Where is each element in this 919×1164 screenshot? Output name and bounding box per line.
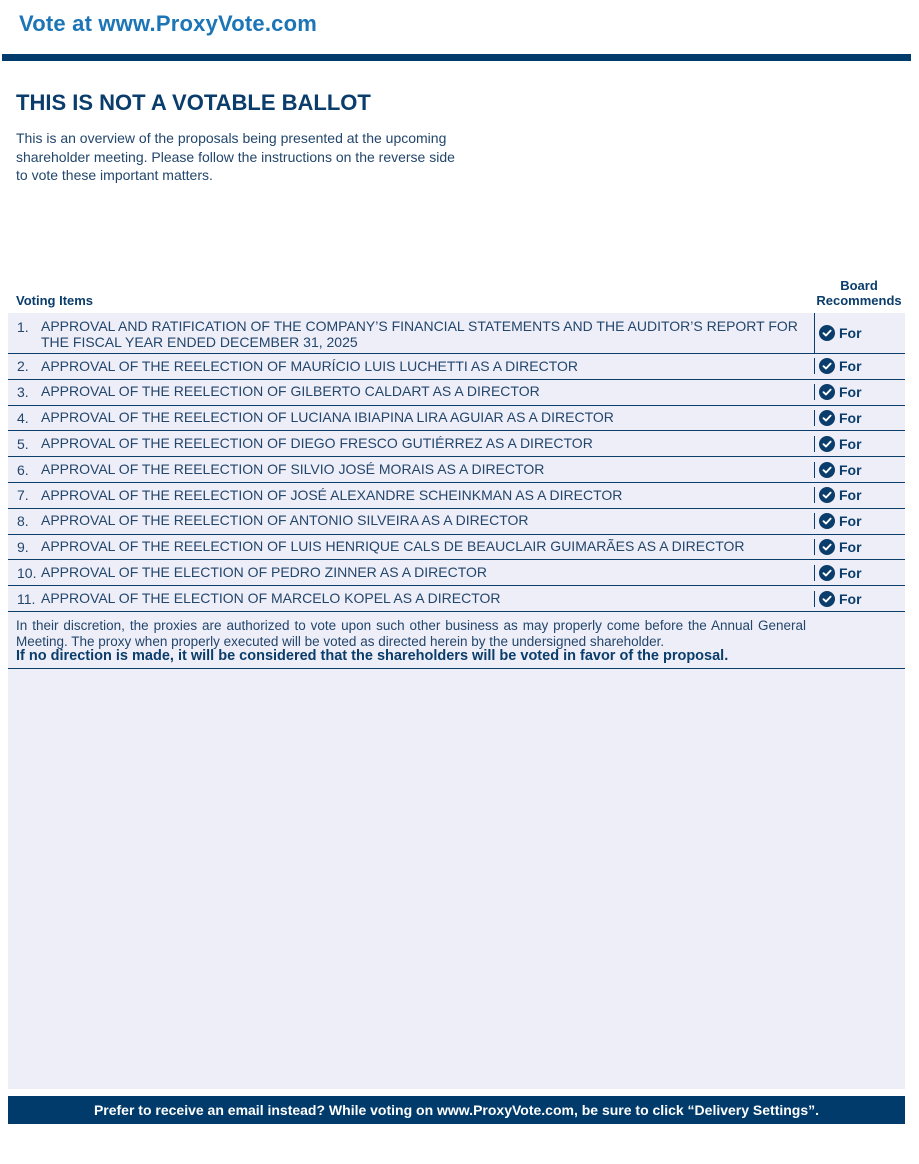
recommendation: [814, 487, 905, 503]
item-number: 10.: [17, 564, 37, 581]
item-text: APPROVAL OF THE REELECTION OF ANTONIO SILVEIRA AS A DIRECTOR: [41, 512, 529, 529]
board-header-line1: Board: [840, 278, 878, 293]
voting-item: [8, 313, 905, 354]
item-text: APPROVAL OF THE REELECTION OF LUIS HENRIQUE CALS DE BEAUCLAIR GUIMARÃES AS A DIRECTOR: [41, 538, 745, 555]
item-text: APPROVAL OF THE REELECTION OF MAURÍCIO LUIS LUCHETTI AS A DIRECTOR: [41, 357, 579, 374]
discretion-note: [16, 618, 806, 665]
discretion-text: In their discretion, the proxies are authorized to vote upon such other business as may properly come before the Annual General Meeting. The proxy when properly executed will be voted as directed herein by the undersigned shareholder.: [16, 618, 806, 649]
vote-url-header: Vote at www.ProxyVote.com: [19, 11, 317, 36]
check-circle-icon: [819, 462, 835, 478]
recommendation: [814, 436, 905, 452]
recommendation-label: For: [839, 461, 862, 478]
voting-item: [8, 483, 905, 509]
check-circle-icon: [819, 358, 835, 374]
recommendation: [814, 384, 905, 400]
recommendation: [814, 358, 905, 374]
check-circle-icon: [819, 410, 835, 426]
voting-item: [8, 431, 905, 457]
recommendation-label: For: [839, 435, 862, 452]
voting-items-header: Voting Items: [16, 293, 94, 308]
item-text: APPROVAL OF THE REELECTION OF GILBERTO CALDART AS A DIRECTOR: [41, 383, 540, 400]
voting-item: [8, 560, 905, 586]
item-text: APPROVAL OF THE REELECTION OF DIEGO FRESCO GUTIÉRREZ AS A DIRECTOR: [41, 435, 593, 452]
voting-item: [8, 380, 905, 406]
item-number: 8.: [17, 513, 29, 530]
voting-item: [8, 406, 905, 432]
recommendation: [814, 565, 905, 581]
item-number: 3.: [17, 384, 29, 401]
recommendation: [814, 462, 905, 478]
item-text: APPROVAL AND RATIFICATION OF THE COMPANY’S FINANCIAL STATEMENTS AND THE AUDITOR’S REPORT FOR THE FISCAL YEAR ENDED DECEMBER 31, 2025: [41, 318, 798, 350]
discretion-rule: [8, 668, 905, 669]
item-text: APPROVAL OF THE REELECTION OF JOSÉ ALEXANDRE SCHEINKMAN AS A DIRECTOR: [41, 486, 623, 503]
board-recommends-header: [812, 279, 906, 308]
item-number: 5.: [17, 435, 29, 452]
check-circle-icon: [819, 591, 835, 607]
board-header-line2: Recommends: [816, 292, 902, 308]
item-text: APPROVAL OF THE ELECTION OF MARCELO KOPEL AS A DIRECTOR: [41, 589, 501, 606]
recommendation-label: For: [839, 564, 862, 581]
recommendation-label: For: [839, 325, 862, 341]
recommendation-label: For: [839, 384, 862, 401]
item-text: APPROVAL OF THE REELECTION OF LUCIANA IBIAPINA LIRA AGUIAR AS A DIRECTOR: [41, 409, 614, 426]
recommendation-label: For: [839, 487, 862, 504]
discretion-bold-note: If no direction is made, it will be considered that the shareholders will be voted in favor of the proposal.: [16, 648, 729, 664]
item-number: 2.: [17, 358, 29, 375]
footer-text: Prefer to receive an email instead? While voting on www.ProxyVote.com, be sure to click “Delivery Settings”.: [93, 1102, 820, 1118]
recommendation: [814, 591, 905, 607]
check-circle-icon: [819, 539, 835, 555]
check-circle-icon: [819, 565, 835, 581]
recommendation-label: For: [839, 409, 862, 426]
header-rule: [2, 54, 911, 61]
check-circle-icon: [819, 384, 835, 400]
item-text: APPROVAL OF THE REELECTION OF SILVIO JOSÉ MORAIS AS A DIRECTOR: [41, 460, 545, 477]
recommendation-label: For: [839, 590, 862, 607]
voting-item: [8, 457, 905, 483]
ballot-title: THIS IS NOT A VOTABLE BALLOT: [16, 90, 371, 115]
delivery-settings-banner: [8, 1096, 905, 1124]
item-text: APPROVAL OF THE ELECTION OF PEDRO ZINNER AS A DIRECTOR: [41, 564, 488, 581]
voting-item: [8, 509, 905, 535]
recommendation-label: For: [839, 513, 862, 530]
check-circle-icon: [819, 436, 835, 452]
item-number: 9.: [17, 538, 29, 555]
recommendation: [814, 513, 905, 529]
item-number: 7.: [17, 487, 29, 504]
voting-items-list: [8, 313, 905, 612]
voting-item: [8, 586, 905, 612]
item-number: 6.: [17, 461, 29, 478]
item-number: 1.: [17, 319, 29, 335]
check-circle-icon: [819, 513, 835, 529]
recommendation: [814, 410, 905, 426]
recommendation-label: For: [839, 358, 862, 375]
item-number: 11.: [17, 590, 36, 607]
recommendation: [814, 313, 905, 353]
item-number: 4.: [17, 409, 29, 426]
voting-item: [8, 535, 905, 561]
recommendation-label: For: [839, 538, 862, 555]
ballot-intro: This is an overview of the proposals being presented at the upcoming shareholder meeting. Please follow the instructions on the reverse side to vote these important matters.: [16, 130, 455, 183]
recommendation: [814, 539, 905, 555]
check-circle-icon: [819, 487, 835, 503]
voting-item: [8, 354, 905, 380]
check-circle-icon: [819, 325, 835, 341]
